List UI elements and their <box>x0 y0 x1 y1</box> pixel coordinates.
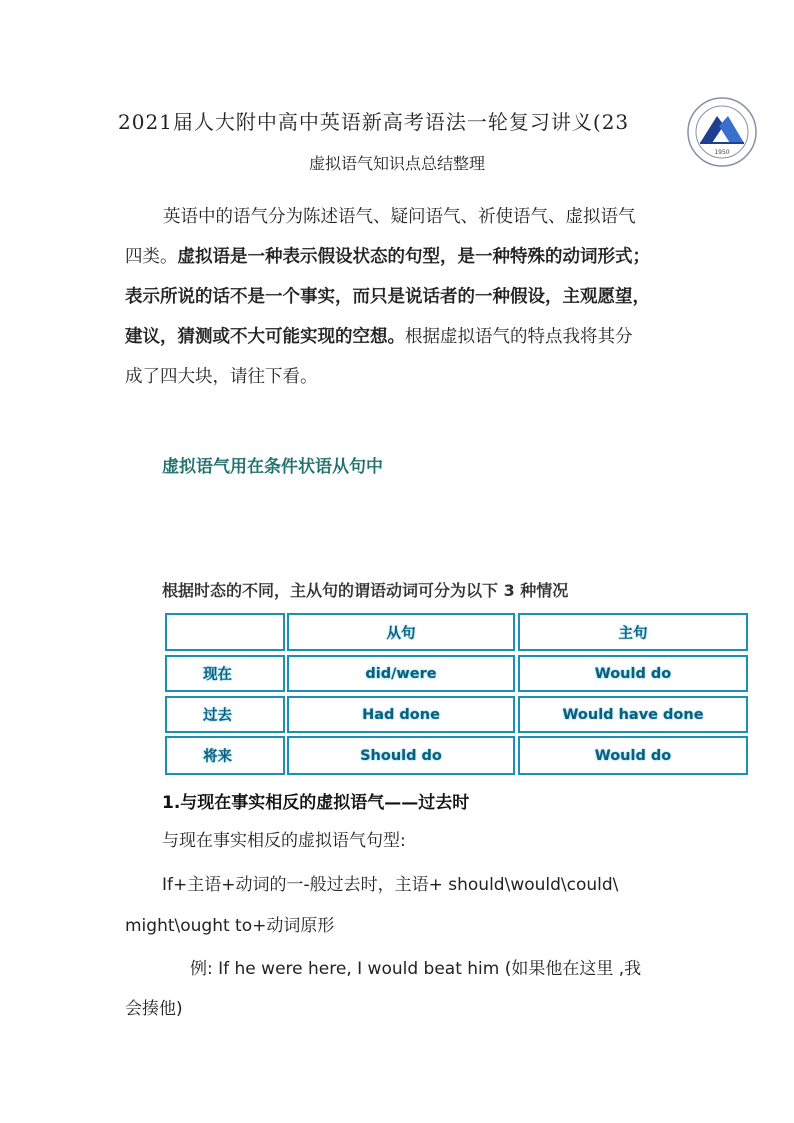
tense-table <box>165 613 748 775</box>
section1-example-line-1: 例: If he were here, I would beat him (如果他在这里 ,我 <box>190 959 642 979</box>
section1-pattern-line-2: might\ought to+动词原形 <box>125 916 335 936</box>
intro-line-4-bold: 建议，猜测或不大可能实现的空想。 <box>125 327 405 347</box>
table-cell-present-clause: did/were <box>287 655 515 692</box>
intro-line-4 <box>125 317 685 357</box>
table-header-clause: 从句 <box>287 613 515 651</box>
table-header-main: 主句 <box>518 613 748 651</box>
page-subtitle: 虚拟语气知识点总结整理 <box>308 154 485 173</box>
table-cell-future-main: Would do <box>518 736 748 775</box>
section1-pattern-line-1: If+主语+动词的一-般过去时，主语+ should\would\could\ <box>162 875 619 895</box>
table-row-label-present: 现在 <box>165 655 285 692</box>
table-row-label-future: 将来 <box>165 736 285 775</box>
intro-line-3 <box>125 277 685 317</box>
intro-line-5: 成了四大块，请往下看。 <box>125 367 318 387</box>
section1-example-line-2: 会揍他) <box>125 999 183 1019</box>
table-cell-past-main: Would have done <box>518 696 748 733</box>
section1-pattern-intro: 与现在事实相反的虚拟语气句型: <box>162 831 406 851</box>
table-row-label-past: 过去 <box>165 696 285 733</box>
intro-line-4-plain: 根据虚拟语气的特点我将其分 <box>405 327 633 347</box>
intro-line-2-bold: 虚拟语是一种表示假设状态的句型，是一种特殊的动词形式； <box>177 247 650 267</box>
table-heading: 根据时态的不同，主从句的谓语动词可分为以下 3 种情况 <box>162 581 569 600</box>
table-header-empty <box>165 613 285 651</box>
intro-line-1: 英语中的语气分为陈述语气、疑问语气、祈使语气、虚拟语气 <box>163 207 636 227</box>
intro-line-3-bold: 表示所说的话不是一个事实，而只是说话者的一种假设，主观愿望， <box>125 287 650 307</box>
intro-paragraph <box>125 197 685 397</box>
intro-line-2 <box>125 237 685 277</box>
section1-heading: 1.与现在事实相反的虚拟语气——过去时 <box>162 793 470 813</box>
page-title: 2021届人大附中高中英语新高考语法一轮复习讲义(23 <box>118 110 630 134</box>
table-cell-future-clause: Should do <box>287 736 515 775</box>
section-heading-conditional: 虚拟语气用在条件状语从句中 <box>162 457 383 477</box>
intro-line-2-plain: 四类。 <box>125 247 178 267</box>
table-cell-past-clause: Had done <box>287 696 515 733</box>
table-cell-present-main: Would do <box>518 655 748 692</box>
logo-year: 1950 <box>714 149 730 156</box>
